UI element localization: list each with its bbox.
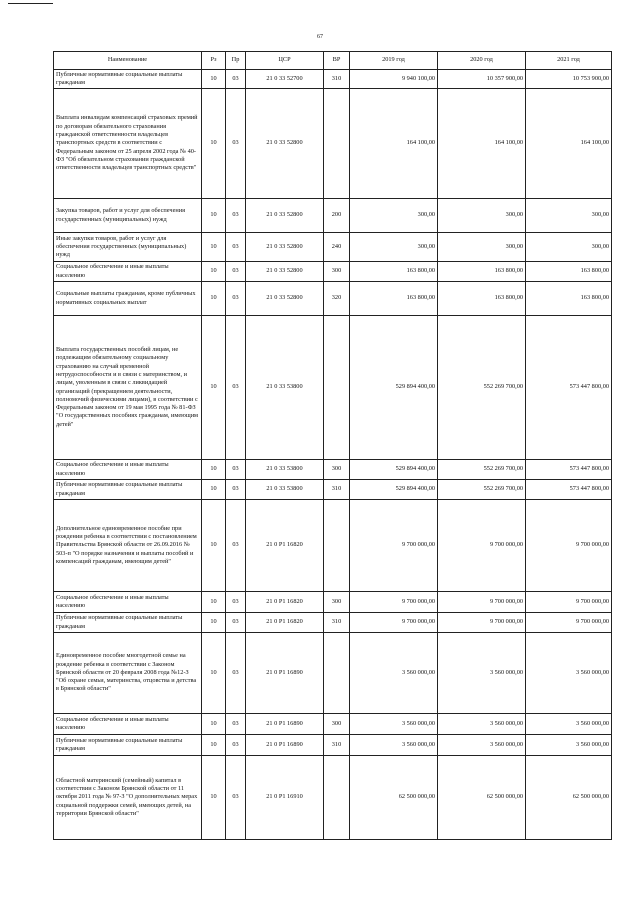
row-name: Публичные нормативные социальные выплаты гражданам: [54, 735, 202, 756]
row-rz: 10: [202, 756, 226, 840]
row-2021: 9 700 000,00: [526, 500, 612, 592]
row-2020: 3 560 000,00: [438, 714, 526, 735]
row-rz: 10: [202, 316, 226, 460]
row-pr: 03: [226, 756, 246, 840]
row-pr: 03: [226, 714, 246, 735]
row-2021: 62 500 000,00: [526, 756, 612, 840]
row-name: Иные закупки товаров, работ и услуг для обеспечения государственных (муниципальных) нужд: [54, 233, 202, 262]
row-2021: 164 100,00: [526, 89, 612, 199]
table-row: [54, 460, 612, 480]
row-csr: 21 0 P1 16890: [246, 735, 324, 756]
header-name: Наименование: [54, 52, 202, 70]
row-name: Дополнительное единовременное пособие при рождении ребенка в соответствии с постановлением Правительства Брянской области от 26.09.2016 № 503-п "О порядке назначения и выплаты пособий и компенсаций гражданам, имеющим детей": [54, 500, 202, 592]
row-vr: [324, 633, 350, 714]
row-2021: 163 800,00: [526, 262, 612, 282]
row-2021: 300,00: [526, 199, 612, 233]
table-row: [54, 756, 612, 840]
row-2019: 300,00: [350, 199, 438, 233]
table-row: [54, 282, 612, 316]
budget-table: [53, 51, 612, 840]
row-2020: 62 500 000,00: [438, 756, 526, 840]
row-name: Выплата государственных пособий лицам, не подлежащим обязательному социальному страхованию на случай временной нетрудоспособности и в связи с материнством, и лицам, уволенным в связи с ликвидацией организаций (прекращением деятельности, полномочий физическими лицами), в соответствии с Федеральным законом от 19 мая 1995 года № 81-ФЗ "О государственных пособиях гражданам, имеющим детей": [54, 316, 202, 460]
row-2019: 3 560 000,00: [350, 735, 438, 756]
row-csr: 21 0 P1 16890: [246, 714, 324, 735]
table-row: [54, 199, 612, 233]
row-name: Выплата инвалидам компенсаций страховых премий по договорам обязательного страхования гражданской ответственности владельцев транспортных средств в соответствии с Федеральным законом от 25 апреля 2002 года № 40-ФЗ "Об обязательном страховании гражданской ответственности владельцев транспортных средств": [54, 89, 202, 199]
row-2020: 552 269 700,00: [438, 480, 526, 500]
row-2019: 3 560 000,00: [350, 633, 438, 714]
row-vr: 310: [324, 480, 350, 500]
row-csr: 21 0 P1 16820: [246, 500, 324, 592]
row-2019: 529 894 400,00: [350, 460, 438, 480]
header-csr: ЦСР: [246, 52, 324, 70]
row-name: Областной материнский (семейный) капитал в соответствии с Законом Брянской области от 11 октября 2011 года № 97-З "О дополнительных мерах социальной поддержки семей, имеющих детей, на территории Брянской области": [54, 756, 202, 840]
row-2021: 3 560 000,00: [526, 735, 612, 756]
row-2021: 3 560 000,00: [526, 633, 612, 714]
row-2020: 552 269 700,00: [438, 316, 526, 460]
row-vr: 240: [324, 233, 350, 262]
row-name: Публичные нормативные социальные выплаты гражданам: [54, 613, 202, 633]
row-name: Публичные нормативные социальные выплаты гражданам: [54, 480, 202, 500]
row-pr: 03: [226, 70, 246, 89]
row-name: Социальное обеспечение и иные выплаты населению: [54, 714, 202, 735]
table-row: [54, 480, 612, 500]
row-rz: 10: [202, 233, 226, 262]
header-rz: Рз: [202, 52, 226, 70]
row-csr: 21 0 P1 16910: [246, 756, 324, 840]
row-2019: 529 894 400,00: [350, 316, 438, 460]
row-2019: 163 800,00: [350, 262, 438, 282]
row-2019: 9 700 000,00: [350, 500, 438, 592]
row-vr: 200: [324, 199, 350, 233]
row-2021: 573 447 800,00: [526, 480, 612, 500]
header-pr: Пр: [226, 52, 246, 70]
table-row: [54, 633, 612, 714]
row-pr: 03: [226, 316, 246, 460]
row-2019: 529 894 400,00: [350, 480, 438, 500]
header-2020: 2020 год: [438, 52, 526, 70]
row-vr: 310: [324, 70, 350, 89]
row-2020: 3 560 000,00: [438, 633, 526, 714]
row-rz: 10: [202, 199, 226, 233]
header-rule: [8, 3, 53, 4]
row-csr: 21 0 33 53800: [246, 460, 324, 480]
row-name: Социальные выплаты гражданам, кроме публичных нормативных социальных выплат: [54, 282, 202, 316]
row-vr: [324, 89, 350, 199]
table-row: [54, 592, 612, 613]
row-vr: 300: [324, 592, 350, 613]
table-header-row: [54, 52, 612, 70]
row-csr: 21 0 33 53800: [246, 316, 324, 460]
row-vr: 300: [324, 262, 350, 282]
row-name: Публичные нормативные социальные выплаты гражданам: [54, 70, 202, 89]
row-pr: 03: [226, 199, 246, 233]
row-csr: 21 0 33 52800: [246, 282, 324, 316]
header-2019: 2019 год: [350, 52, 438, 70]
row-name: Закупка товаров, работ и услуг для обеспечения государственных (муниципальных) нужд: [54, 199, 202, 233]
row-2021: 300,00: [526, 233, 612, 262]
row-pr: 03: [226, 233, 246, 262]
row-pr: 03: [226, 500, 246, 592]
row-csr: 21 0 33 52800: [246, 262, 324, 282]
header-2021: 2021 год: [526, 52, 612, 70]
page-number: 67: [317, 34, 323, 40]
row-2019: 62 500 000,00: [350, 756, 438, 840]
row-2020: 300,00: [438, 233, 526, 262]
row-csr: 21 0 P1 16890: [246, 633, 324, 714]
row-rz: 10: [202, 282, 226, 316]
table-row: [54, 70, 612, 89]
row-pr: 03: [226, 592, 246, 613]
row-pr: 03: [226, 633, 246, 714]
table-row: [54, 262, 612, 282]
table-row: [54, 500, 612, 592]
row-2020: 164 100,00: [438, 89, 526, 199]
row-vr: 310: [324, 735, 350, 756]
row-rz: 10: [202, 714, 226, 735]
table-row: [54, 89, 612, 199]
row-2019: 3 560 000,00: [350, 714, 438, 735]
row-csr: 21 0 33 52800: [246, 89, 324, 199]
row-pr: 03: [226, 262, 246, 282]
row-pr: 03: [226, 480, 246, 500]
row-rz: 10: [202, 460, 226, 480]
row-2020: 9 700 000,00: [438, 592, 526, 613]
row-rz: 10: [202, 613, 226, 633]
row-vr: [324, 756, 350, 840]
row-csr: 21 0 33 52800: [246, 233, 324, 262]
row-2021: 3 560 000,00: [526, 714, 612, 735]
row-2021: 10 753 900,00: [526, 70, 612, 89]
row-2019: 9 700 000,00: [350, 613, 438, 633]
row-rz: 10: [202, 480, 226, 500]
row-pr: 03: [226, 89, 246, 199]
row-2021: 573 447 800,00: [526, 316, 612, 460]
row-name: Социальное обеспечение и иные выплаты населению: [54, 592, 202, 613]
row-rz: 10: [202, 592, 226, 613]
row-vr: [324, 316, 350, 460]
row-csr: 21 0 P1 16820: [246, 613, 324, 633]
row-vr: 300: [324, 460, 350, 480]
row-pr: 03: [226, 460, 246, 480]
row-rz: 10: [202, 89, 226, 199]
row-2019: 300,00: [350, 233, 438, 262]
row-2019: 9 940 100,00: [350, 70, 438, 89]
row-2020: 163 800,00: [438, 262, 526, 282]
row-pr: 03: [226, 282, 246, 316]
table-row: [54, 714, 612, 735]
row-2020: 163 800,00: [438, 282, 526, 316]
row-csr: 21 0 P1 16820: [246, 592, 324, 613]
table-row: [54, 613, 612, 633]
table-row: [54, 735, 612, 756]
row-rz: 10: [202, 500, 226, 592]
row-name: Социальное обеспечение и иные выплаты населению: [54, 262, 202, 282]
row-rz: 10: [202, 633, 226, 714]
row-2020: 3 560 000,00: [438, 735, 526, 756]
row-rz: 10: [202, 262, 226, 282]
row-csr: 21 0 33 53800: [246, 480, 324, 500]
row-csr: 21 0 33 52800: [246, 199, 324, 233]
row-2020: 9 700 000,00: [438, 613, 526, 633]
header-vr: ВР: [324, 52, 350, 70]
row-2020: 9 700 000,00: [438, 500, 526, 592]
row-pr: 03: [226, 735, 246, 756]
row-vr: 320: [324, 282, 350, 316]
row-2020: 552 269 700,00: [438, 460, 526, 480]
table-row: [54, 233, 612, 262]
row-2019: 163 800,00: [350, 282, 438, 316]
row-name: Социальное обеспечение и иные выплаты населению: [54, 460, 202, 480]
row-vr: 300: [324, 714, 350, 735]
row-rz: 10: [202, 70, 226, 89]
row-2020: 300,00: [438, 199, 526, 233]
row-name: Единовременное пособие многодетной семье на рождение ребенка в соответствии с Законом Брянской области от 20 февраля 2008 года №12-З "Об охране семьи, материнства, отцовства и детства в Брянской области": [54, 633, 202, 714]
table-row: [54, 316, 612, 460]
row-vr: 310: [324, 613, 350, 633]
row-vr: [324, 500, 350, 592]
row-pr: 03: [226, 613, 246, 633]
row-2021: 573 447 800,00: [526, 460, 612, 480]
row-2021: 9 700 000,00: [526, 592, 612, 613]
row-2019: 164 100,00: [350, 89, 438, 199]
row-2021: 163 800,00: [526, 282, 612, 316]
row-rz: 10: [202, 735, 226, 756]
row-2021: 9 700 000,00: [526, 613, 612, 633]
row-2020: 10 357 900,00: [438, 70, 526, 89]
row-2019: 9 700 000,00: [350, 592, 438, 613]
row-csr: 21 0 33 52700: [246, 70, 324, 89]
